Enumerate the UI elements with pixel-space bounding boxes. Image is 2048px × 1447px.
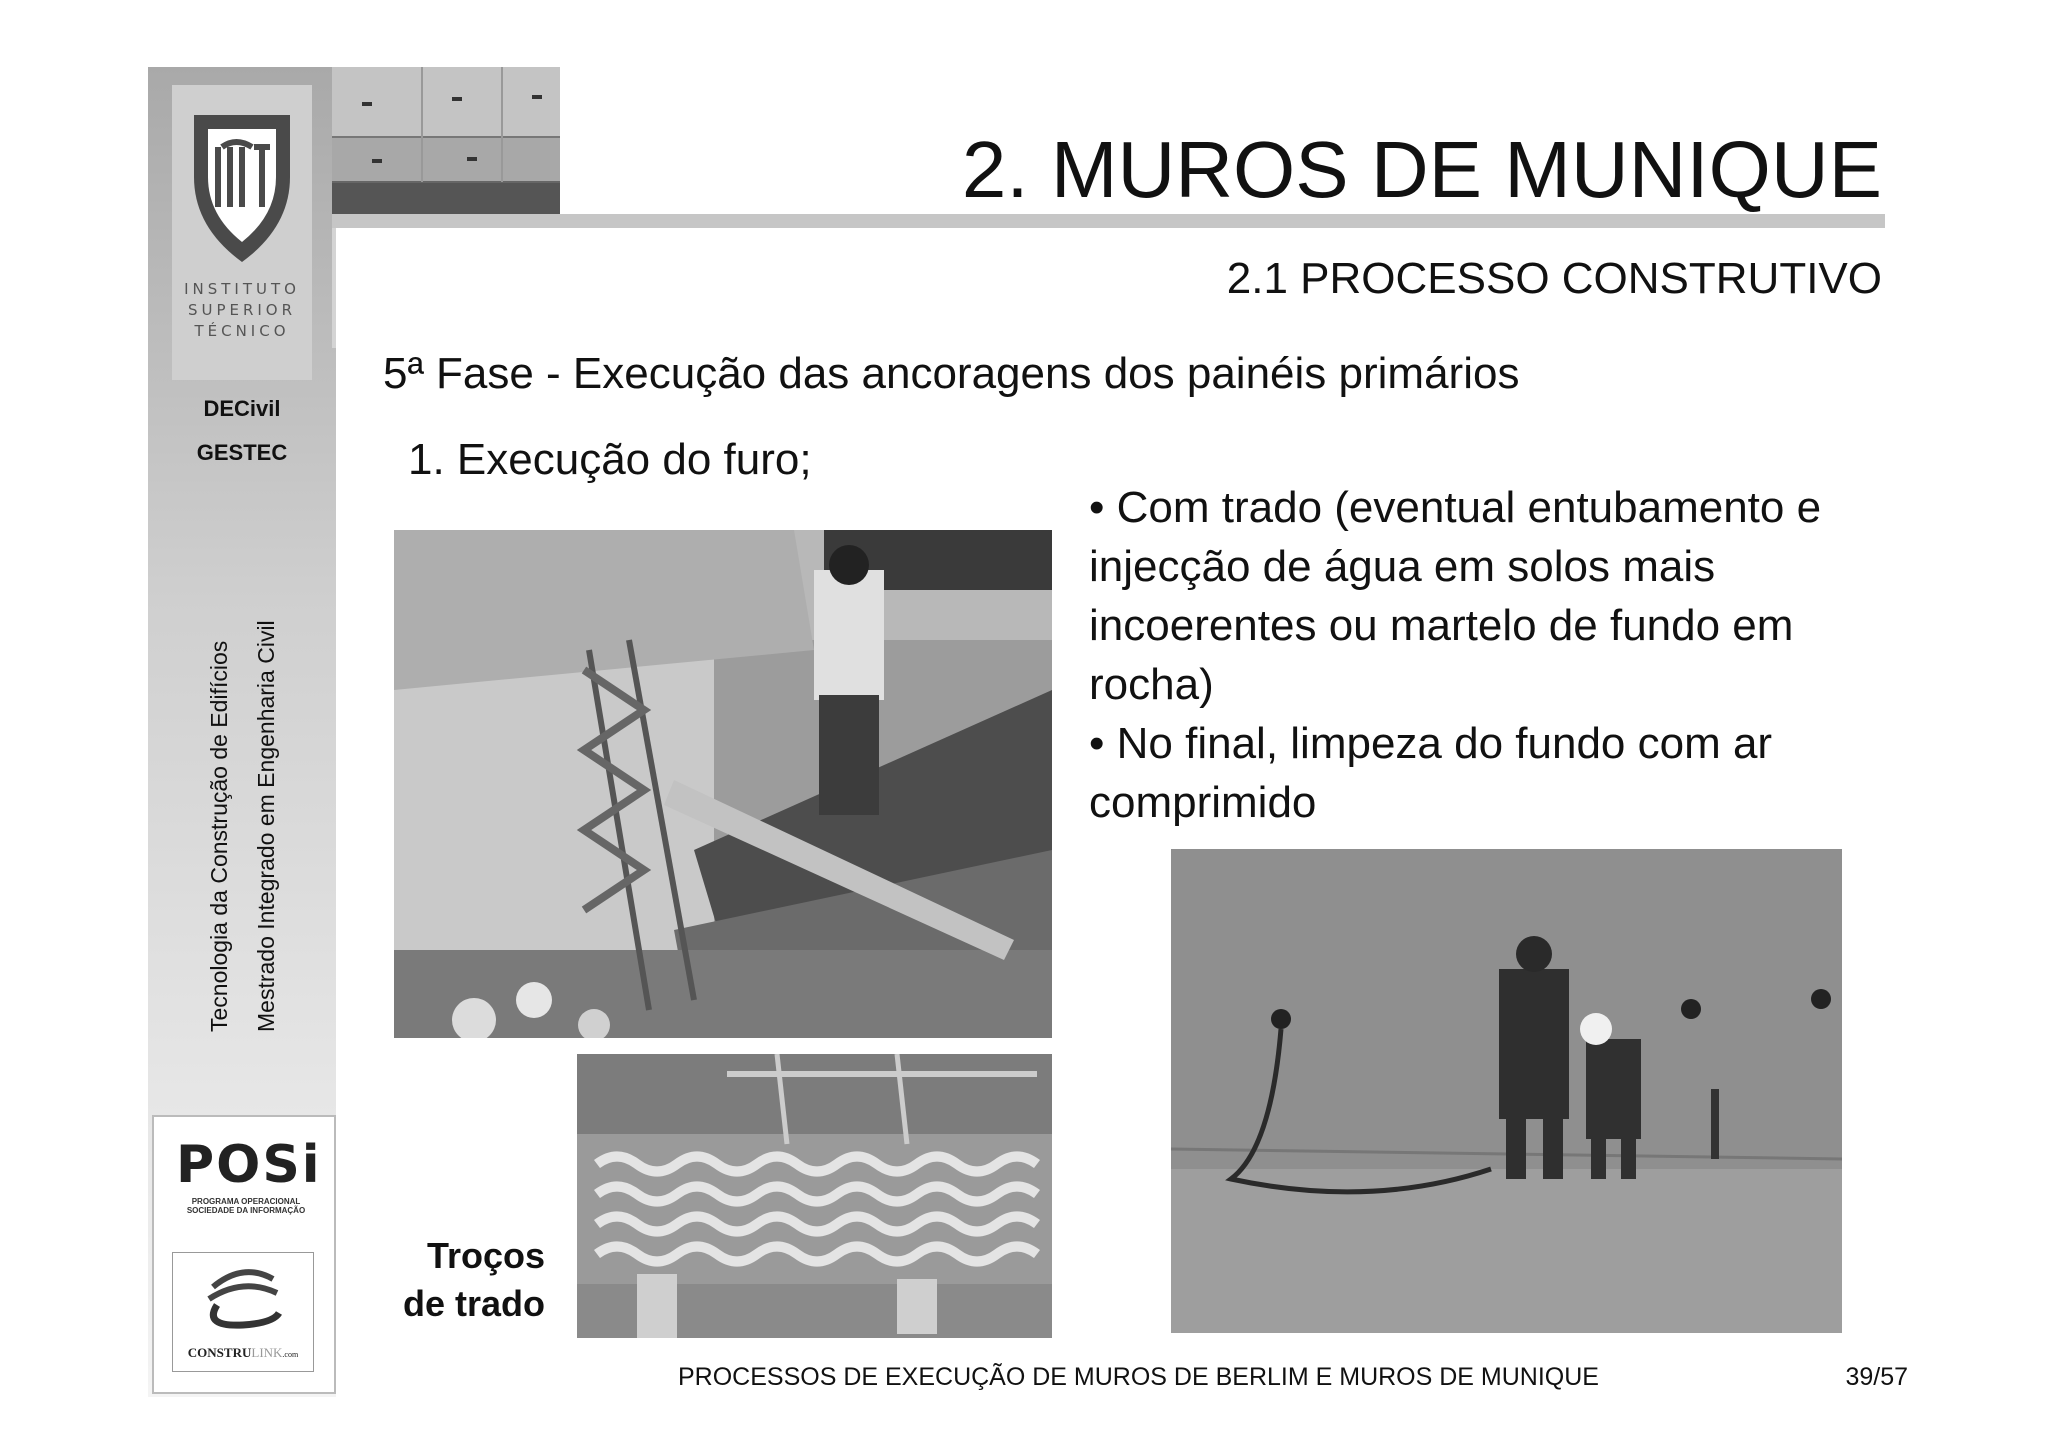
institute-line-3: TÉCNICO: [194, 322, 290, 340]
title-divider-stub: [332, 228, 336, 348]
vertical-course-title: Tecnologia da Construção de Edifícios: [206, 640, 232, 1032]
institute-line-2: SUPERIOR: [187, 301, 297, 319]
title-divider-bar: [332, 214, 1885, 228]
posi-line-2: SOCIEDADE DA INFORMAÇÃO: [186, 1206, 306, 1215]
ist-shield-icon: [172, 107, 312, 267]
step-heading: 1. Execução do furo;: [408, 435, 812, 484]
construlink-swoosh-icon: [173, 1257, 313, 1337]
posi-line-1: PROGRAMA OPERACIONAL: [191, 1197, 301, 1206]
construlink-brand-main: CONSTRU: [187, 1345, 252, 1360]
drilling-scene-drawing: [394, 530, 1052, 1038]
auger-caption: [360, 1232, 545, 1328]
auger-sections-photo: [577, 1054, 1052, 1338]
footer-title: PROCESSOS DE EXECUÇÃO DE MUROS DE BERLIM E MUROS DE MUNIQUE: [678, 1363, 1599, 1391]
group-label: GESTEC: [196, 440, 288, 465]
section-subtitle: 2.1 PROCESSO CONSTRUTIVO: [1226, 254, 1882, 303]
header-wall-photo: [332, 67, 560, 214]
construlink-logo-panel: [172, 1252, 314, 1372]
page-number: 39/57: [1845, 1363, 1908, 1391]
bullet-item: • Com trado (eventual entubamento e injecção de água em solos mais incoerentes ou martelo de fundo em rocha): [1089, 483, 1822, 709]
institute-line-1: INSTITUTO: [184, 280, 300, 298]
header-wall-drawing: [332, 67, 560, 214]
construlink-brand-accent: LINK: [251, 1345, 283, 1360]
auger-sections-drawing: [577, 1054, 1052, 1338]
caption-line-2: de trado: [402, 1283, 545, 1324]
page-title: 2. MUROS DE MUNIQUE: [961, 125, 1882, 214]
drilling-photo: [394, 530, 1052, 1038]
caption-line-1: Troços: [426, 1235, 545, 1276]
department-label: DECivil: [203, 396, 281, 421]
site-workers-photo: [1171, 849, 1842, 1333]
construlink-brand-suffix: .com: [282, 1350, 299, 1359]
posi-wordmark: POSi: [176, 1135, 322, 1195]
construlink-wordmark: [173, 1345, 313, 1361]
posi-logo: [176, 1135, 322, 1215]
vertical-program-title: Mestrado Integrado em Engenharia Civil: [253, 620, 279, 1032]
bullet-list: [1089, 478, 1889, 832]
bullet-item: • No final, limpeza do fundo com ar comprimido: [1089, 719, 1773, 827]
phase-heading: 5ª Fase - Execução das ancoragens dos painéis primários: [383, 349, 1520, 398]
site-workers-drawing: [1171, 849, 1842, 1333]
